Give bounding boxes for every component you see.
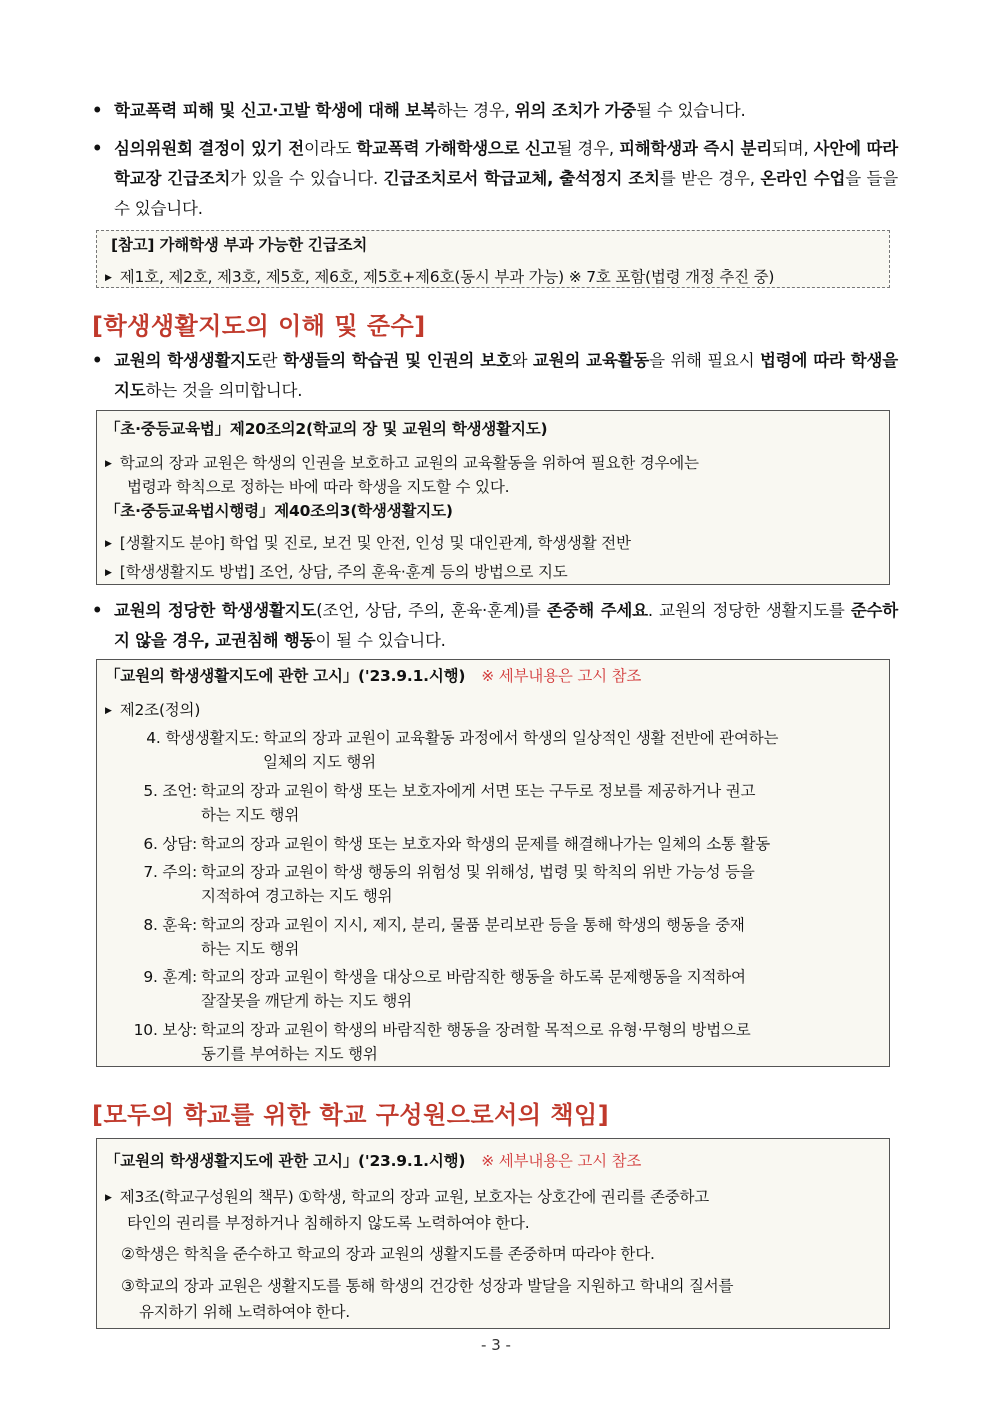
text: 되며, (771, 139, 814, 158)
law-line (105, 560, 568, 582)
definition-text: 학교의 장과 교원이 학생 또는 보호자와 학생의 문제를 해결해나가는 일체의 소통 활동 (201, 835, 771, 853)
text: 를 받은 경우, (659, 169, 761, 188)
section-title-responsibility: [모두의 학교를 위한 학교 구성원으로서의 책임] (92, 1101, 610, 1129)
definition-text: 학교의 장과 교원이 지시, 제지, 분리, 물품 분리보관 등을 통해 학생의 행동을 중재 (201, 916, 745, 934)
bold-text: 학생들의 학습권 및 인권의 보호 (282, 351, 512, 370)
notice-title: 「교원의 학생생활지도에 관한 고시」('23.9.1.시행) (105, 667, 466, 685)
definition-text-cont: 지적하여 경고하는 지도 행위 (201, 887, 393, 905)
law-line (105, 531, 631, 553)
definition-text-cont: 하는 지도 행위 (201, 806, 300, 824)
text: 을 위해 필요시 (649, 351, 761, 370)
triangle-bullet-icon: ▶ (105, 568, 112, 578)
bold-text: 학교폭력 피해 및 신고·고발 학생에 대해 보복 (114, 101, 437, 120)
definition-term: 10. 보상: (133, 1021, 197, 1039)
bold-text: 교원의 학생생활지도 (114, 351, 262, 370)
definition-item (97, 1018, 891, 1068)
bullet-retaliation (92, 96, 898, 126)
definition-term: 5. 조언: (143, 782, 197, 800)
text: 하는 경우, (436, 101, 515, 120)
definition-text-cont: 잘잘못을 깨닫게 하는 지도 행위 (201, 992, 412, 1010)
law-line-text: [생활지도 분야] 학업 및 진로, 보건 및 안전, 인성 및 대인관계, 학생생활 전반 (119, 534, 631, 552)
text: 란 (261, 351, 283, 370)
definition-text: 학교의 장과 교원이 학생 또는 보호자에게 서면 또는 구두로 정보를 제공하거나 권고 (201, 782, 756, 800)
definition-text: 학교의 장과 교원이 학생의 바람직한 행동을 장려할 목적으로 유형·무형의 방법으로 (201, 1021, 751, 1039)
bold-text: 긴급조치로서 학급교체, 출석정지 조치 (383, 169, 660, 188)
bold-text: 온라인 수업 (760, 169, 846, 188)
bold-text: 사안에 따라 학교장 긴급조치 (114, 139, 898, 188)
text: 와 (511, 351, 533, 370)
bold-text: 학교폭력 가해학생으로 신고 (356, 139, 557, 158)
triangle-bullet-icon: ▶ (105, 706, 112, 716)
triangle-bullet-icon: ▶ (105, 1193, 112, 1203)
bold-text: 위의 조치가 가중 (514, 101, 636, 120)
definition-text-cont: 동기를 부여하는 지도 행위 (201, 1045, 378, 1063)
definition-term: 4. 학생생활지도: (146, 729, 259, 747)
text: 가 있을 수 있습니다. (230, 169, 384, 188)
triangle-bullet-icon: ▶ (105, 539, 112, 549)
notice-box-responsibilities (96, 1138, 890, 1329)
bullet-dot-icon: • (92, 601, 103, 620)
triangle-bullet-icon: ▶ (105, 273, 112, 283)
duty-text: 제3조(학교구성원의 책무) ①학생, 학교의 장과 교원, 보호자는 상호간에 권리를 존중하고 (119, 1188, 710, 1206)
definition-term: 6. 상담: (143, 835, 197, 853)
text: 을 들을 수 있습니다. (114, 169, 899, 218)
definition-text: 학교의 장과 교원이 교육활동 과정에서 학생의 일상적인 생활 전반에 관여하는 (263, 729, 779, 747)
text: 될 경우, (556, 139, 620, 158)
box-title: [참고] 가해학생 부과 가능한 긴급조치 (111, 236, 368, 254)
law-box (96, 410, 890, 585)
definition-item (97, 779, 891, 829)
law-line-cont: 법령과 학칙으로 정하는 바에 따라 학생을 지도할 수 있다. (127, 478, 510, 496)
law-title: 「초·중등교육법시행령」제40조의3(학생생활지도) (105, 502, 453, 520)
definition-item (97, 726, 891, 776)
definition-text-cont: 하는 지도 행위 (201, 940, 300, 958)
article-line (105, 698, 200, 720)
bold-text: 심의위원회 결정이 있기 전 (114, 139, 305, 158)
definition-item (97, 860, 891, 910)
text: 이 될 수 있습니다. (315, 631, 446, 650)
law-line-text: 학교의 장과 교원은 학생의 인권을 보호하고 교원의 교육활동을 위하여 필요한 경우에는 (119, 454, 699, 472)
section-title-guidance: [학생생활지도의 이해 및 준수] (92, 312, 426, 340)
definition-text: 학교의 장과 교원이 학생을 대상으로 바람직한 행동을 하도록 문제행동을 지적하여 (201, 968, 746, 986)
bold-text: 존중해 주세요 (546, 601, 648, 620)
duty-line-cont: 타인의 권리를 부정하거나 침해하지 않도록 노력하여야 한다. (127, 1214, 530, 1232)
definition-item (97, 965, 891, 1015)
bullet-dot-icon: • (92, 351, 103, 370)
box-line (105, 265, 774, 287)
duty-line-cont: 유지하기 위해 노력하여야 한다. (139, 1303, 350, 1321)
text: 될 수 있습니다. (636, 101, 746, 120)
text: 하는 것을 의미합니다. (145, 381, 303, 400)
notice-title-row (105, 1149, 641, 1171)
triangle-bullet-icon: ▶ (105, 459, 112, 469)
bullet-emergency-measures (92, 134, 898, 224)
reference-box-emergency (96, 230, 890, 288)
bold-text: 교원의 교육활동 (532, 351, 650, 370)
notice-title-row (105, 664, 641, 686)
duty-line: ③학교의 장과 교원은 생활지도를 통해 학생의 건강한 성장과 발달을 지원하고 학내의 질서를 (121, 1277, 734, 1295)
definition-term: 7. 주의: (143, 863, 197, 881)
notice-note: ※ 세부내용은 고시 참조 (481, 1152, 642, 1170)
definition-term: 9. 훈계: (143, 968, 197, 986)
duty-line: ②학생은 학칙을 준수하고 학교의 장과 교원의 생활지도를 존중하며 따라야 한다. (121, 1245, 655, 1263)
bold-text: 준수하지 않을 경우, 교권침해 행동 (114, 601, 898, 650)
bold-text: 법령에 따라 학생을 지도 (114, 351, 898, 400)
bullet-respect-guidance (92, 596, 898, 656)
law-line (105, 451, 699, 473)
box-line-text: 제1호, 제2호, 제3호, 제5호, 제6호, 제5호+제6호(동시 부과 가능) ※ 7호 포함(법령 개정 추진 중) (119, 268, 775, 286)
page-number: - 3 - (481, 1336, 511, 1354)
text: . 교원의 정당한 생활지도를 (647, 601, 851, 620)
bullet-dot-icon: • (92, 139, 103, 158)
definition-term: 8. 훈육: (143, 916, 197, 934)
notice-box-definitions (96, 659, 890, 1067)
definition-text-cont: 일체의 지도 행위 (263, 753, 376, 771)
bold-text: 교원의 정당한 학생생활지도 (114, 601, 317, 620)
bullet-dot-icon: • (92, 101, 103, 120)
text: (조언, 상담, 주의, 훈육·훈계)를 (316, 601, 547, 620)
notice-title: 「교원의 학생생활지도에 관한 고시」('23.9.1.시행) (105, 1152, 466, 1170)
article-title: 제2조(정의) (119, 701, 201, 719)
law-title: 「초·중등교육법」제20조의2(학교의 장 및 교원의 학생생활지도) (105, 420, 548, 438)
definition-text: 학교의 장과 교원이 학생 행동의 위험성 및 위해성, 법령 및 학칙의 위반 가능성 등을 (201, 863, 755, 881)
notice-note: ※ 세부내용은 고시 참조 (481, 667, 642, 685)
bold-text: 피해학생과 즉시 분리 (619, 139, 772, 158)
bullet-guidance-meaning (92, 346, 898, 406)
text: 이라도 (304, 139, 357, 158)
law-line-text: [학생생활지도 방법] 조언, 상담, 주의 훈육·훈계 등의 방법으로 지도 (119, 563, 568, 581)
definition-item (97, 913, 891, 963)
duty-line (105, 1185, 709, 1207)
